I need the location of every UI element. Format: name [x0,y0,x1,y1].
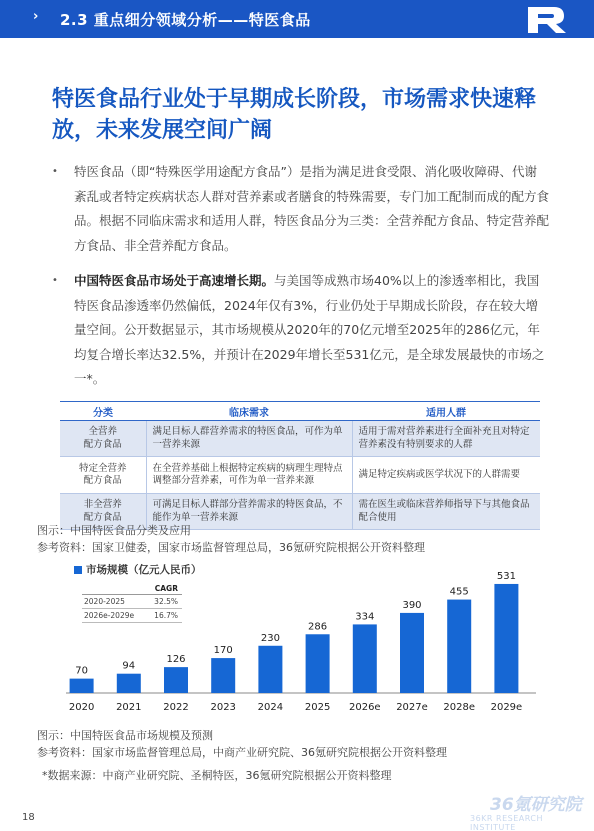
data-label-2021: 94 [122,660,136,672]
bar-2026e [353,624,377,693]
figure2-source: 参考资料：国家市场监督管理总局，中商产业研究院、36氪研究院根据公开资料整理 [37,746,447,759]
table-cell: 适用于需对营养素进行全面补充且对特定营养素没有特别要求的人群 [352,421,540,457]
bar-2029e [494,584,518,693]
table-cell: 全营养 配方食品 [60,421,146,457]
watermark-subtitle: 36KR RESEARCH INSTITUTE [470,814,544,831]
data-label-2023: 170 [213,645,233,657]
brand-logo-icon [524,3,576,35]
x-tick-2029e: 2029e [490,702,523,713]
table-cell: 非全营养 配方食品 [60,494,146,530]
section-title: 2.3 重点细分领域分析——特医食品 [60,11,311,29]
page-number: 18 [22,812,35,823]
classification-table [60,401,540,530]
figure2-caption: 图示：中国特医食品市场规模及预测 [37,729,213,742]
col-header-category: 分类 [60,402,146,421]
page-headline: 特医食品行业处于早期成长阶段，市场需求快速释放，未来发展空间广阔 [52,87,537,143]
bullet-dot: • [52,275,58,286]
bullet-bold-lead: 中国特医食品市场处于高速增长期。 [74,273,275,288]
x-tick-2025: 2025 [304,702,331,713]
cagr-period: 2026e-2029e [84,611,135,620]
table-cell: 满足目标人群营养需求的特医食品，可作为单一营养来源 [146,421,352,457]
data-label-2022: 126 [166,654,186,666]
bar-2025 [306,634,330,693]
section-header [0,0,594,38]
x-tick-2027e: 2027e [396,702,428,713]
col-header-target-group: 适用人群 [352,402,540,421]
cagr-value: 16.7% [154,611,178,620]
bar-2027e [400,613,424,693]
x-tick-2021: 2021 [116,702,142,713]
figure1-caption: 图示：中国特医食品分类及应用 [37,524,191,537]
col-header-clinical-need: 临床需求 [146,402,352,421]
data-label-2026e: 334 [355,611,375,623]
data-label-2029e: 531 [496,570,516,582]
bar-2020 [70,679,94,693]
data-label-2027e: 390 [402,599,422,611]
cagr-header: CAGR [82,582,182,595]
bullet-body: 与美国等成熟市场40%以上的渗透率相比，我国特医食品渗透率仍然偏低，2024年仅有3%，行业仍处于早期成长阶段，存在较大增量空间。公开数据显示，其市场规模从2020年的70亿元增至2025年的286亿元，年均复合增长率达32.5%，并预计在2029年增长至531亿元，是全球发展最快的市场之一*。 [74,273,545,386]
x-tick-2023: 2023 [210,702,236,713]
bullet-text: 特医食品（即“特殊医学用途配方食品”）是指为满足进食受限、消化吸收障碍、代谢紊乱或者特定疾病状态人群对营养素或者膳食的特殊需要，专门加工配制而成的配方食品。根据不同临床需求和适用人群，特医食品分为三类：全营养配方食品、特定营养配方食品、非全营养配方食品。 [74,164,550,253]
data-label-2024: 230 [260,632,280,644]
data-source-note: *数据来源：中商产业研究院、圣桐特医，36氪研究院根据公开资料整理 [42,769,392,782]
x-tick-2026e: 2026e [348,702,381,713]
bar-2023 [211,658,235,693]
table-cell: 可满足目标人群部分营养需求的特医食品，不能作为单一营养来源 [146,494,352,530]
data-label-2025: 286 [308,621,328,633]
legend-label: 市场规模（亿元人民币） [86,564,202,576]
table-row [60,421,540,457]
bar-2021 [117,674,141,693]
bar-2028e [447,600,471,693]
table-cell: 在全营养基础上根据特定疾病的病理生理特点调整部分营养素，可作为单一营养来源 [146,457,352,494]
watermark-logo [470,790,590,831]
data-label-2020: 70 [75,665,88,677]
figure1-source: 参考资料：国家卫健委，国家市场监督管理总局，36氪研究院根据公开资料整理 [37,541,425,554]
table-row [60,457,540,494]
x-tick-2024: 2024 [257,702,284,713]
market-size-bar-chart [58,558,538,718]
data-label-2028e: 455 [449,586,469,598]
chevron-right-icon: › [33,9,39,24]
x-tick-2020: 2020 [68,702,95,713]
bar-2022 [164,667,188,693]
cagr-value: 32.5% [154,597,178,606]
x-tick-2022: 2022 [163,702,189,713]
table-cell: 满足特定疾病或医学状况下的人群需要 [352,457,540,494]
bar-2024 [258,646,282,693]
bullet-dot: • [52,166,58,177]
table-cell: 特定全营养 配方食品 [60,457,146,494]
cagr-period: 2020-2025 [84,597,125,606]
x-tick-2028e: 2028e [443,702,476,713]
table-cell: 需在医生或临床营养师指导下与其他食品配合使用 [352,494,540,530]
watermark-title: 36氪研究院 [490,795,582,815]
bullet-text [74,269,549,392]
